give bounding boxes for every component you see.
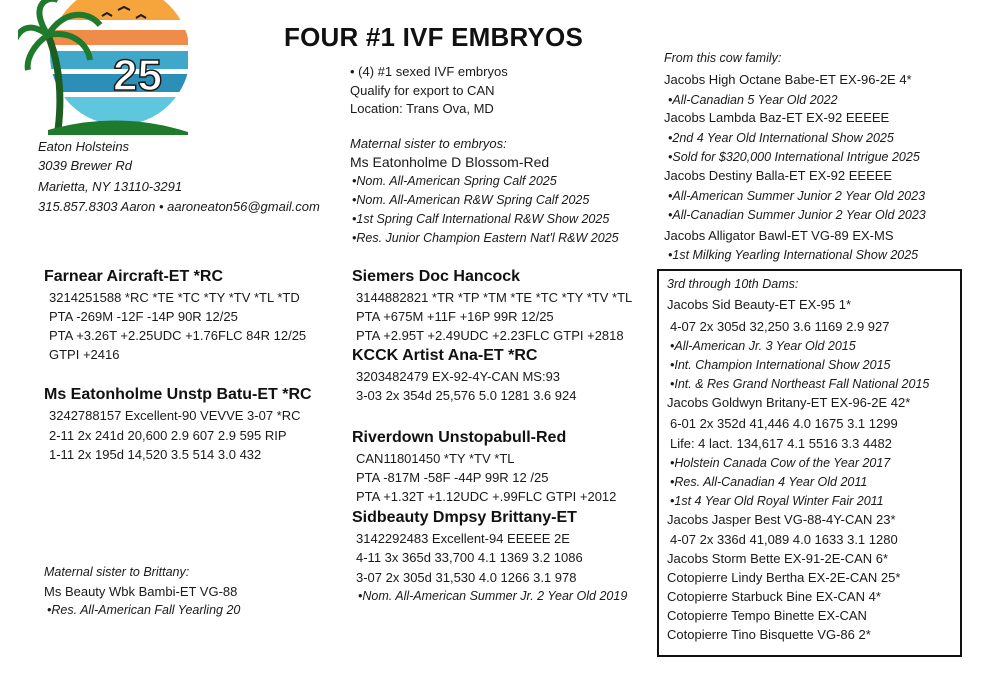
award-note: •1st Milking Yearling International Show 2025 bbox=[668, 248, 919, 262]
maternal-sister-name: Ms Eatonholme D Blossom-Red bbox=[350, 154, 550, 170]
award-note: •Res. Junior Champion Eastern Nat'l R&W 2025 bbox=[352, 231, 619, 245]
pedigree-line: 2-11 2x 241d 20,600 2.9 607 2.9 595 RIP bbox=[49, 428, 287, 443]
dam-name: Cotopierre Tempo Binette EX-CAN bbox=[667, 608, 867, 623]
award-note: •Int. & Res Grand Northeast Fall National 2015 bbox=[670, 377, 930, 391]
farm-name: Eaton Holsteins bbox=[38, 139, 130, 154]
dam-name: Jacobs Sid Beauty-ET EX-95 1* bbox=[667, 297, 852, 312]
award-note: •Nom. All-American R&W Spring Calf 2025 bbox=[352, 193, 590, 207]
pedigree-line: 3-03 2x 354d 25,576 5.0 1281 3.6 924 bbox=[356, 388, 577, 403]
production-record: 4-07 2x 336d 41,089 4.0 1633 3.1 1280 bbox=[670, 532, 898, 547]
offer-line: • (4) #1 sexed IVF embryos bbox=[350, 64, 508, 79]
pedigree-line: 1-11 2x 195d 14,520 3.5 514 3.0 432 bbox=[49, 447, 262, 462]
lifetime-record: Life: 4 lact. 134,617 4.1 5516 3.3 4482 bbox=[670, 436, 892, 451]
farm-phone-email: 315.857.8303 Aaron • aaroneaton56@gmail.com bbox=[38, 199, 320, 214]
pedigree-line: PTA +3.26T +2.25UDC +1.76FLC 84R 12/25 bbox=[49, 328, 307, 343]
pedigree-line: 3214251588 *RC *TE *TC *TY *TV *TL *TD bbox=[49, 290, 300, 305]
maternal-sister-label: Maternal sister to embryos: bbox=[350, 136, 507, 151]
family-cow-name: Jacobs Destiny Balla-ET EX-92 EEEEE bbox=[664, 168, 893, 183]
award-note: •All-American Jr. 3 Year Old 2015 bbox=[670, 339, 856, 353]
pedigree-line: 3144882821 *TR *TP *TM *TE *TC *TY *TV *TL bbox=[356, 290, 633, 305]
sire-name: Farnear Aircraft-ET *RC bbox=[44, 268, 224, 285]
dam-name: Cotopierre Lindy Bertha EX-2E-CAN 25* bbox=[667, 570, 901, 585]
family-label: From this cow family: bbox=[664, 51, 782, 65]
family-cow-name: Jacobs Alligator Bawl-ET VG-89 EX-MS bbox=[664, 228, 894, 243]
page-title: FOUR #1 IVF EMBRYOS bbox=[284, 22, 583, 52]
pedigree-line: 3-07 2x 305d 31,530 4.0 1266 3.1 978 bbox=[356, 570, 577, 585]
award-note: •2nd 4 Year Old International Show 2025 bbox=[668, 131, 894, 145]
farm-street: 3039 Brewer Rd bbox=[38, 158, 132, 173]
award-note: •Nom. All-American Summer Jr. 2 Year Old 2019 bbox=[358, 589, 628, 603]
dam-name: Sidbeauty Dmpsy Brittany-ET bbox=[352, 509, 577, 526]
award-note: •1st Spring Calf International R&W Show 2025 bbox=[352, 212, 610, 226]
dam-name: Cotopierre Tino Bisquette VG-86 2* bbox=[667, 627, 871, 642]
offer-line: Location: Trans Ova, MD bbox=[350, 101, 494, 116]
pedigree-line: PTA +2.95T +2.49UDC +2.23FLC GTPI +2818 bbox=[356, 328, 624, 343]
dam-name: Jacobs Goldwyn Britany-ET EX-96-2E 42* bbox=[667, 395, 911, 410]
sister-name: Ms Beauty Wbk Bambi-ET VG-88 bbox=[44, 584, 238, 599]
award-note: •Nom. All-American Spring Calf 2025 bbox=[352, 174, 557, 188]
pedigree-line: PTA -269M -12F -14P 90R 12/25 bbox=[49, 309, 238, 324]
award-note: •Res. All-American Fall Yearling 20 bbox=[47, 603, 241, 617]
award-note: •Holstein Canada Cow of the Year 2017 bbox=[670, 456, 891, 470]
farm-logo bbox=[18, 0, 188, 135]
sire-name: Riverdown Unstopabull-Red bbox=[352, 429, 567, 446]
farm-city: Marietta, NY 13110-3291 bbox=[38, 179, 183, 194]
award-note: •All-Canadian 5 Year Old 2022 bbox=[668, 93, 838, 107]
pedigree-line: PTA -817M -58F -44P 99R 12 /25 bbox=[356, 470, 549, 485]
award-note: •All-American Summer Junior 2 Year Old 2023 bbox=[668, 189, 926, 203]
family-cow-name: Jacobs Lambda Baz-ET EX-92 EEEEE bbox=[664, 110, 890, 125]
pedigree-line: 3203482479 EX-92-4Y-CAN MS:93 bbox=[356, 369, 561, 384]
offer-line: Qualify for export to CAN bbox=[350, 83, 495, 98]
sire-name: Siemers Doc Hancock bbox=[352, 268, 521, 285]
award-note: •Res. All-Canadian 4 Year Old 2011 bbox=[670, 475, 868, 489]
pedigree-line: 3142292483 Excellent-94 EEEEE 2E bbox=[356, 531, 570, 546]
dam-name: KCCK Artist Ana-ET *RC bbox=[352, 347, 538, 364]
dam-name: Jacobs Storm Bette EX-91-2E-CAN 6* bbox=[667, 551, 889, 566]
sister-label: Maternal sister to Brittany: bbox=[44, 565, 190, 579]
award-note: •All-Canadian Summer Junior 2 Year Old 2023 bbox=[668, 208, 926, 222]
logo-number: 25 bbox=[113, 51, 162, 100]
palm-sunset-logo-graphic bbox=[18, 0, 188, 135]
family-cow-name: Jacobs High Octane Babe-ET EX-96-2E 4* bbox=[664, 72, 912, 87]
dams-label: 3rd through 10th Dams: bbox=[667, 277, 799, 291]
award-note: •1st 4 Year Old Royal Winter Fair 2011 bbox=[670, 494, 884, 508]
pedigree-line: PTA +1.32T +1.12UDC +.99FLC GTPI +2012 bbox=[356, 489, 617, 504]
pedigree-line: 4-11 3x 365d 33,700 4.1 1369 3.2 1086 bbox=[356, 550, 583, 565]
dam-name: Cotopierre Starbuck Bine EX-CAN 4* bbox=[667, 589, 881, 604]
production-record: 6-01 2x 352d 41,446 4.0 1675 3.1 1299 bbox=[670, 416, 898, 431]
production-record: 4-07 2x 305d 32,250 3.6 1169 2.9 927 bbox=[670, 319, 890, 334]
pedigree-line: GTPI +2416 bbox=[49, 347, 120, 362]
pedigree-line: CAN11801450 *TY *TV *TL bbox=[356, 451, 515, 466]
pedigree-line: 3242788157 Excellent-90 VEVVE 3-07 *RC bbox=[49, 408, 301, 423]
dam-name: Ms Eatonholme Unstp Batu-ET *RC bbox=[44, 386, 312, 403]
award-note: •Int. Champion International Show 2015 bbox=[670, 358, 891, 372]
dam-name: Jacobs Jasper Best VG-88-4Y-CAN 23* bbox=[667, 512, 896, 527]
award-note: •Sold for $320,000 International Intrigue 2025 bbox=[668, 150, 920, 164]
pedigree-line: PTA +675M +11F +16P 99R 12/25 bbox=[356, 309, 554, 324]
